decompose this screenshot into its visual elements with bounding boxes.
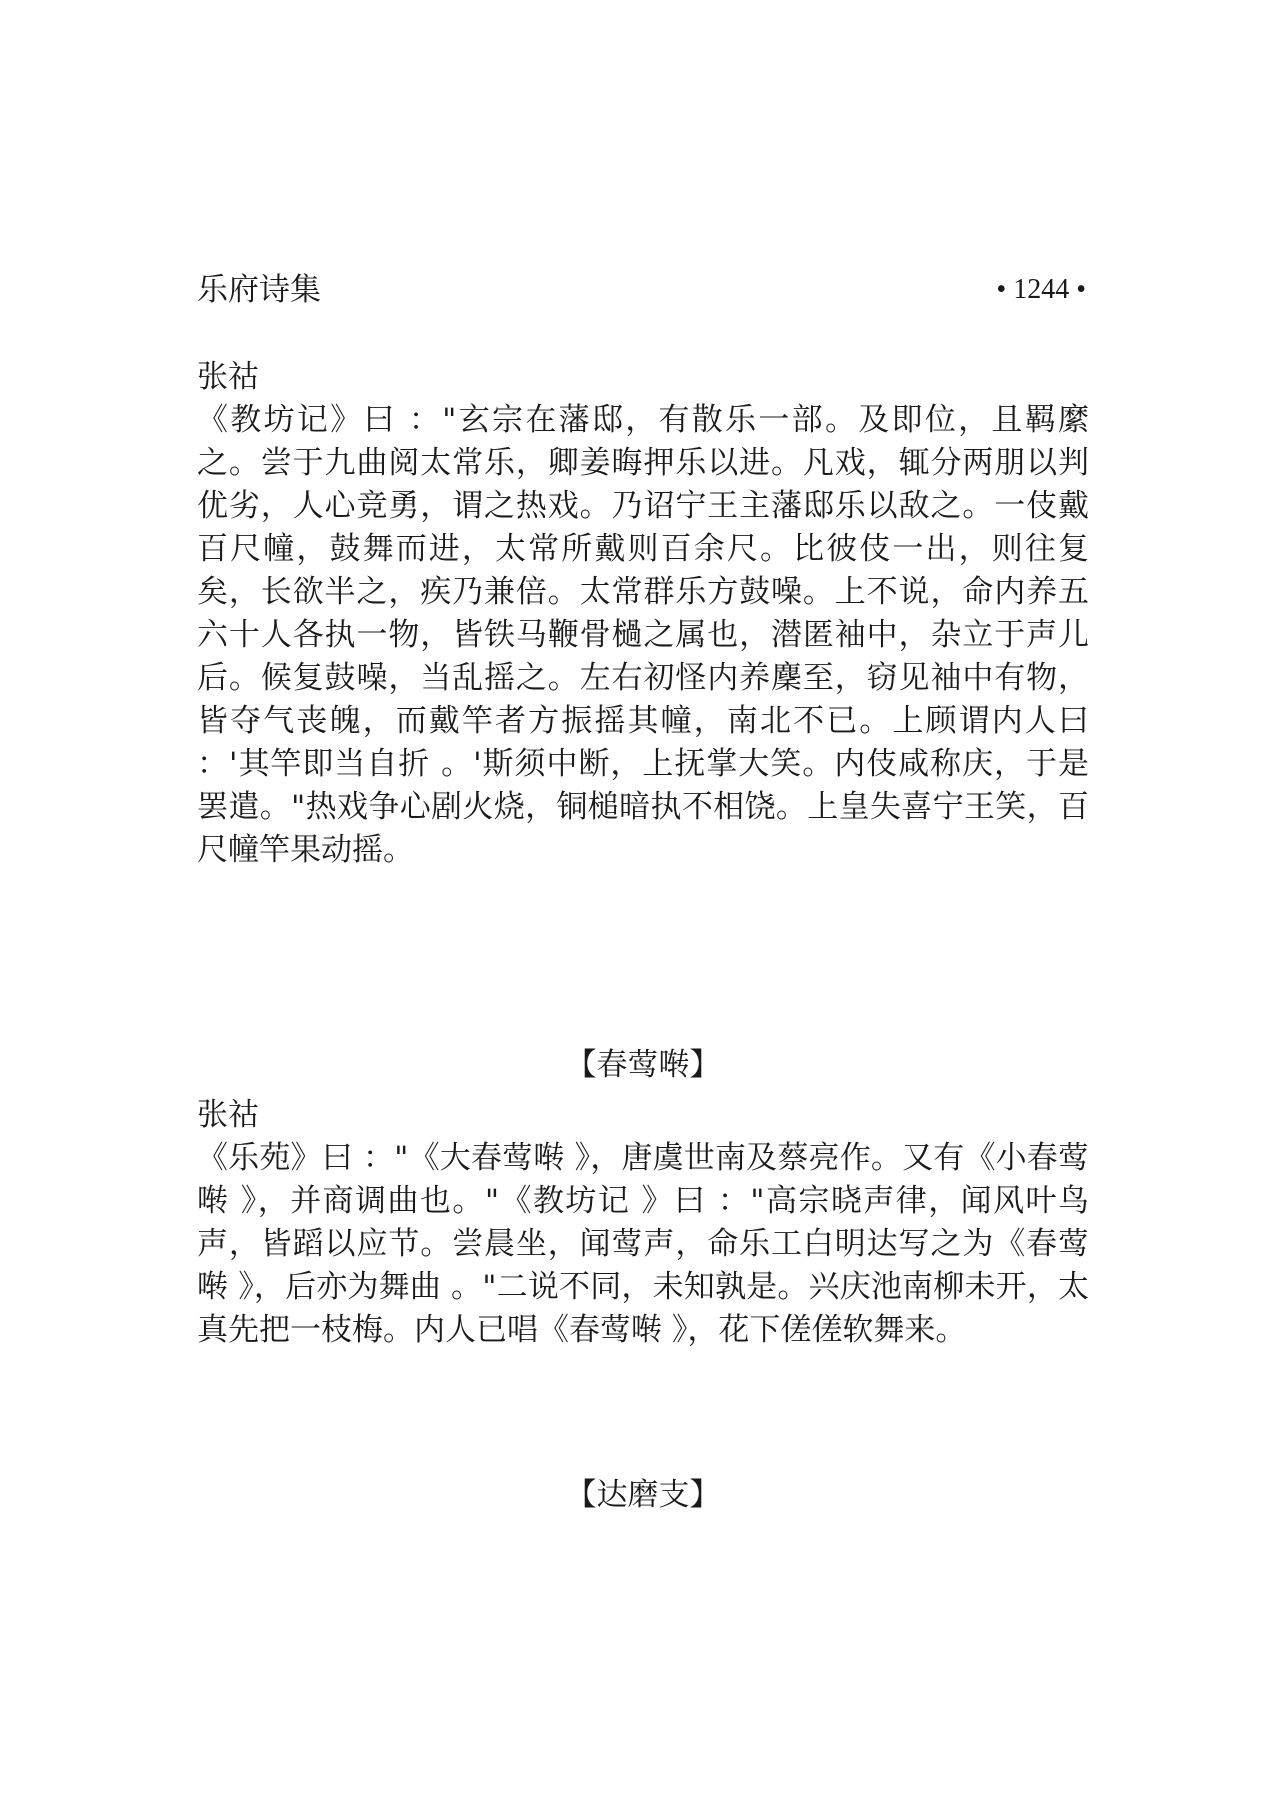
page-header	[197, 268, 1086, 312]
poem-text: 热戏争心剧火烧，铜槌暗执不相饶。上皇失喜宁王笑，百尺幢竿果动摇。	[197, 789, 1090, 868]
section-title: 【春莺啭】	[565, 1047, 721, 1083]
poem-entry-2	[197, 1044, 1089, 1352]
poem-entry-1	[197, 356, 1089, 872]
book-title: 乐府诗集	[197, 272, 321, 308]
section-title: 【达磨支】	[565, 1477, 721, 1513]
poem-text: 兴庆池南柳未开，太真先把一枝梅。内人已唱《春莺啭 》，花下傞傞软舞来。	[197, 1269, 1090, 1348]
preface-text: 《乐苑》曰 ："《大春莺啭 》，唐虞世南及蔡亮作。又有《小春莺啭 》，并商调曲也。"《教坊记 》曰 ："高宗晓声律，闻风叶鸟声，皆蹈以应节。尝晨坐，闻莺声，命乐工白明达写之为《春莺啭 》，后亦为舞曲 。"二说不同，未知孰是。	[197, 1140, 1089, 1305]
author-name: 张祜	[197, 359, 259, 395]
poem-entry-3	[197, 1474, 1089, 1524]
page-number: • 1244 •	[996, 274, 1086, 305]
preface-text: 《教坊记》曰 ："玄宗在藩邸，有散乐一部。及即位，且羁縻之。尝于九曲阅太常乐，卿姜晦押乐以进。凡戏，辄分两朋以判优劣，人心竞勇，谓之热戏。乃诏宁王主藩邸乐以敌之。一伎戴百尺幢，鼓舞而进，太常所戴则百余尺。比彼伎一出，则往复矣，长欲半之，疾乃兼倍。太常群乐方鼓噪。上不说，命内养五六十人各执一物，皆铁马鞭骨檛之属也，潜匿袖中，杂立于声儿后。候复鼓噪，当乱摇之。左右初怪内养麇至，窃见袖中有物，皆夺气丧魄，而戴竿者方振摇其幢，南北不已。上顾谓内人曰 ：'其竿即当自折 。'斯须中断，上抚掌大笑。内伎咸称庆，于是罢遣。"	[197, 402, 1089, 825]
author-name: 张祜	[197, 1097, 259, 1133]
